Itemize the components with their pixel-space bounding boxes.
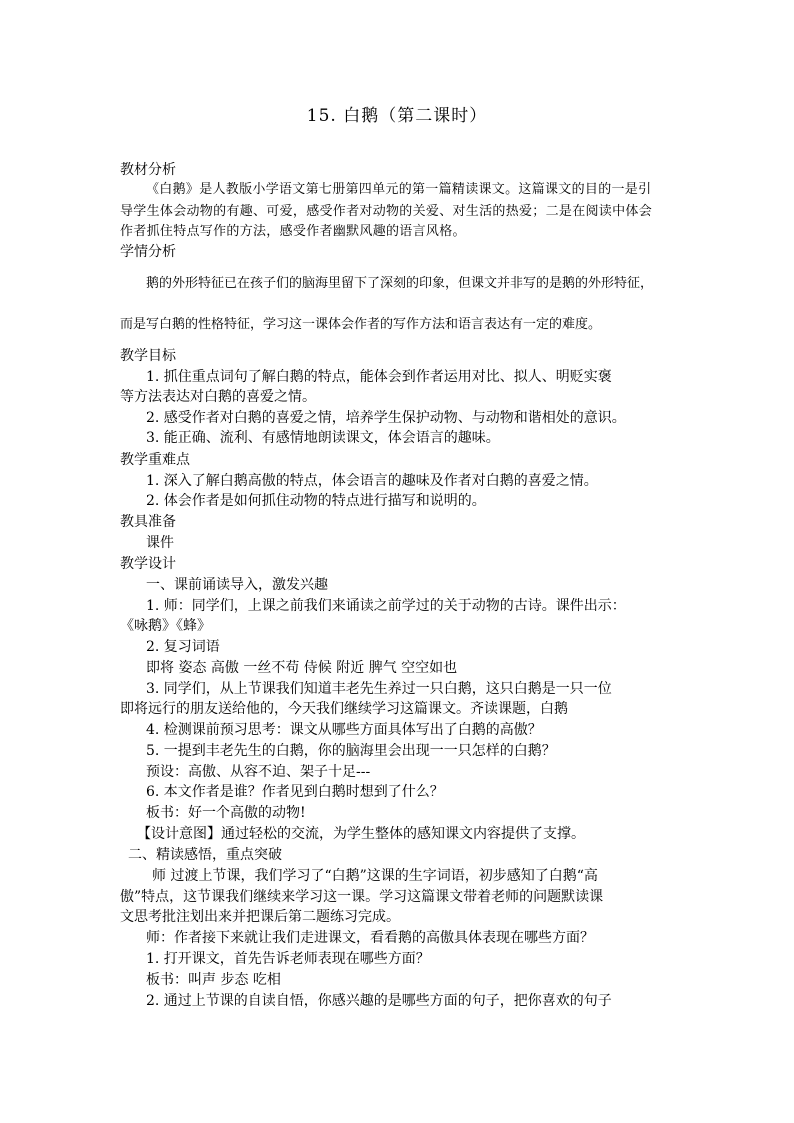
heading-teaching-goals: 教学目标 — [120, 348, 176, 364]
paragraph-line: 板书：叫声 步态 吃相 — [146, 972, 281, 988]
list-item: 2. 体会作者是如何抓住动物的特点进行描写和说明的。 — [146, 493, 486, 509]
paragraph-line: 3. 同学们，从上节课我们知道丰老先生养过一只白鹅，这只白鹅是一只一位 — [146, 681, 612, 697]
design-intent-note: 【设计意图】通过轻松的交流，为学生整体的感知课文内容提供了支撑。 — [137, 826, 585, 842]
list-item: 2. 感受作者对白鹅的喜爱之情，培养学生保护动物、与动物和谐相处的意识。 — [146, 410, 626, 426]
paragraph-line: 《咏鹅》《蜂》 — [120, 618, 211, 634]
vocabulary-list: 即将 姿态 高傲 一丝不苟 侍候 附近 脾气 空空如也 — [146, 660, 458, 676]
paragraph-line: 1. 师：同学们，上课之前我们来诵读之前学过的关于动物的古诗。课件出示： — [146, 598, 626, 614]
heading-key-points: 教学重难点 — [120, 452, 190, 468]
paragraph-line: 而是写白鹅的性格特征，学习这一课体会作者的写作方法和语言表达有一定的难度。 — [120, 317, 602, 332]
paragraph-line: 鹅的外形特征已在孩子们的脑海里留下了深刻的印象，但课文并非写的是鹅的外形特征， — [146, 276, 654, 291]
list-item: 1. 深入了解白鹅高傲的特点，体会语言的趣味及作者对白鹅的喜爱之情。 — [146, 473, 598, 489]
paragraph-line: 即将远行的朋友送给他的，今天我们继续学习这篇课文。齐读课题，白鹅 — [120, 701, 568, 717]
page-title: 15. 白鹅（第二课时） — [306, 106, 488, 126]
paragraph-line: 4. 检测课前预习思考：课文从哪些方面具体写出了白鹅的高傲？ — [146, 722, 542, 738]
paragraph-line: 傲”特点，这节课我们继续来学习这一课。学习这篇课文带着老师的问题默读课 — [120, 889, 604, 905]
paragraph-line: 文思考批注划出来并把课后第二题练习完成。 — [120, 909, 400, 925]
paragraph-line: 2. 复习词语 — [146, 639, 220, 655]
paragraph-line: 2. 通过上节课的自读自悟，你感兴趣的是哪些方面的句子，把你喜欢的句子 — [146, 993, 612, 1009]
paragraph-line: 师 过渡上节课，我们学习了“白鹅”这课的生字词语，初步感知了白鹅“高 — [152, 868, 598, 884]
section-heading: 二、精读感悟，重点突破 — [128, 847, 282, 863]
heading-material-analysis: 教材分析 — [120, 162, 176, 178]
heading-teaching-aids: 教具准备 — [120, 514, 176, 530]
list-item: 1. 抓住重点词句了解白鹅的特点，能体会到作者运用对比、拟人、明贬实褒 — [146, 369, 612, 385]
paragraph-line: 作者抓住特点写作的方法，感受作者幽默风趣的语言风格。 — [120, 224, 466, 239]
paragraph-line: 课件 — [146, 535, 174, 551]
paragraph-line: 6. 本文作者是谁？作者见到白鹅时想到了什么？ — [146, 784, 444, 800]
paragraph-line: 《白鹅》是人教版小学语文第七册第四单元的第一篇精读课文。这篇课文的目的一是引 — [146, 182, 652, 197]
paragraph-line: 导学生体会动物的有趣、可爱，感受作者对动物的关爱、对生活的热爱；二是在阅读中体会 — [120, 204, 653, 219]
heading-student-analysis: 学情分析 — [120, 244, 176, 260]
paragraph-line: 师：作者接下来就让我们走进课文，看看鹅的高傲具体表现在哪些方面？ — [146, 930, 594, 946]
heading-teaching-design: 教学设计 — [120, 556, 176, 572]
list-item: 3. 能正确、流利、有感情地朗读课文，体会语言的趣味。 — [146, 430, 500, 446]
paragraph-line: 1. 打开课文，首先告诉老师表现在哪些方面？ — [146, 951, 430, 967]
section-heading: 一、课前诵读导入，激发兴趣 — [146, 577, 328, 593]
paragraph-line: 板书：好一个高傲的动物! — [146, 805, 306, 821]
paragraph-line: 预设：高傲、从容不迫、架子十足--- — [146, 764, 371, 780]
list-item-continuation: 等方法表达对白鹅的喜爱之情。 — [120, 389, 316, 405]
paragraph-line: 5. 一提到丰老先生的白鹅，你的脑海里会出现一一只怎样的白鹅？ — [146, 743, 556, 759]
